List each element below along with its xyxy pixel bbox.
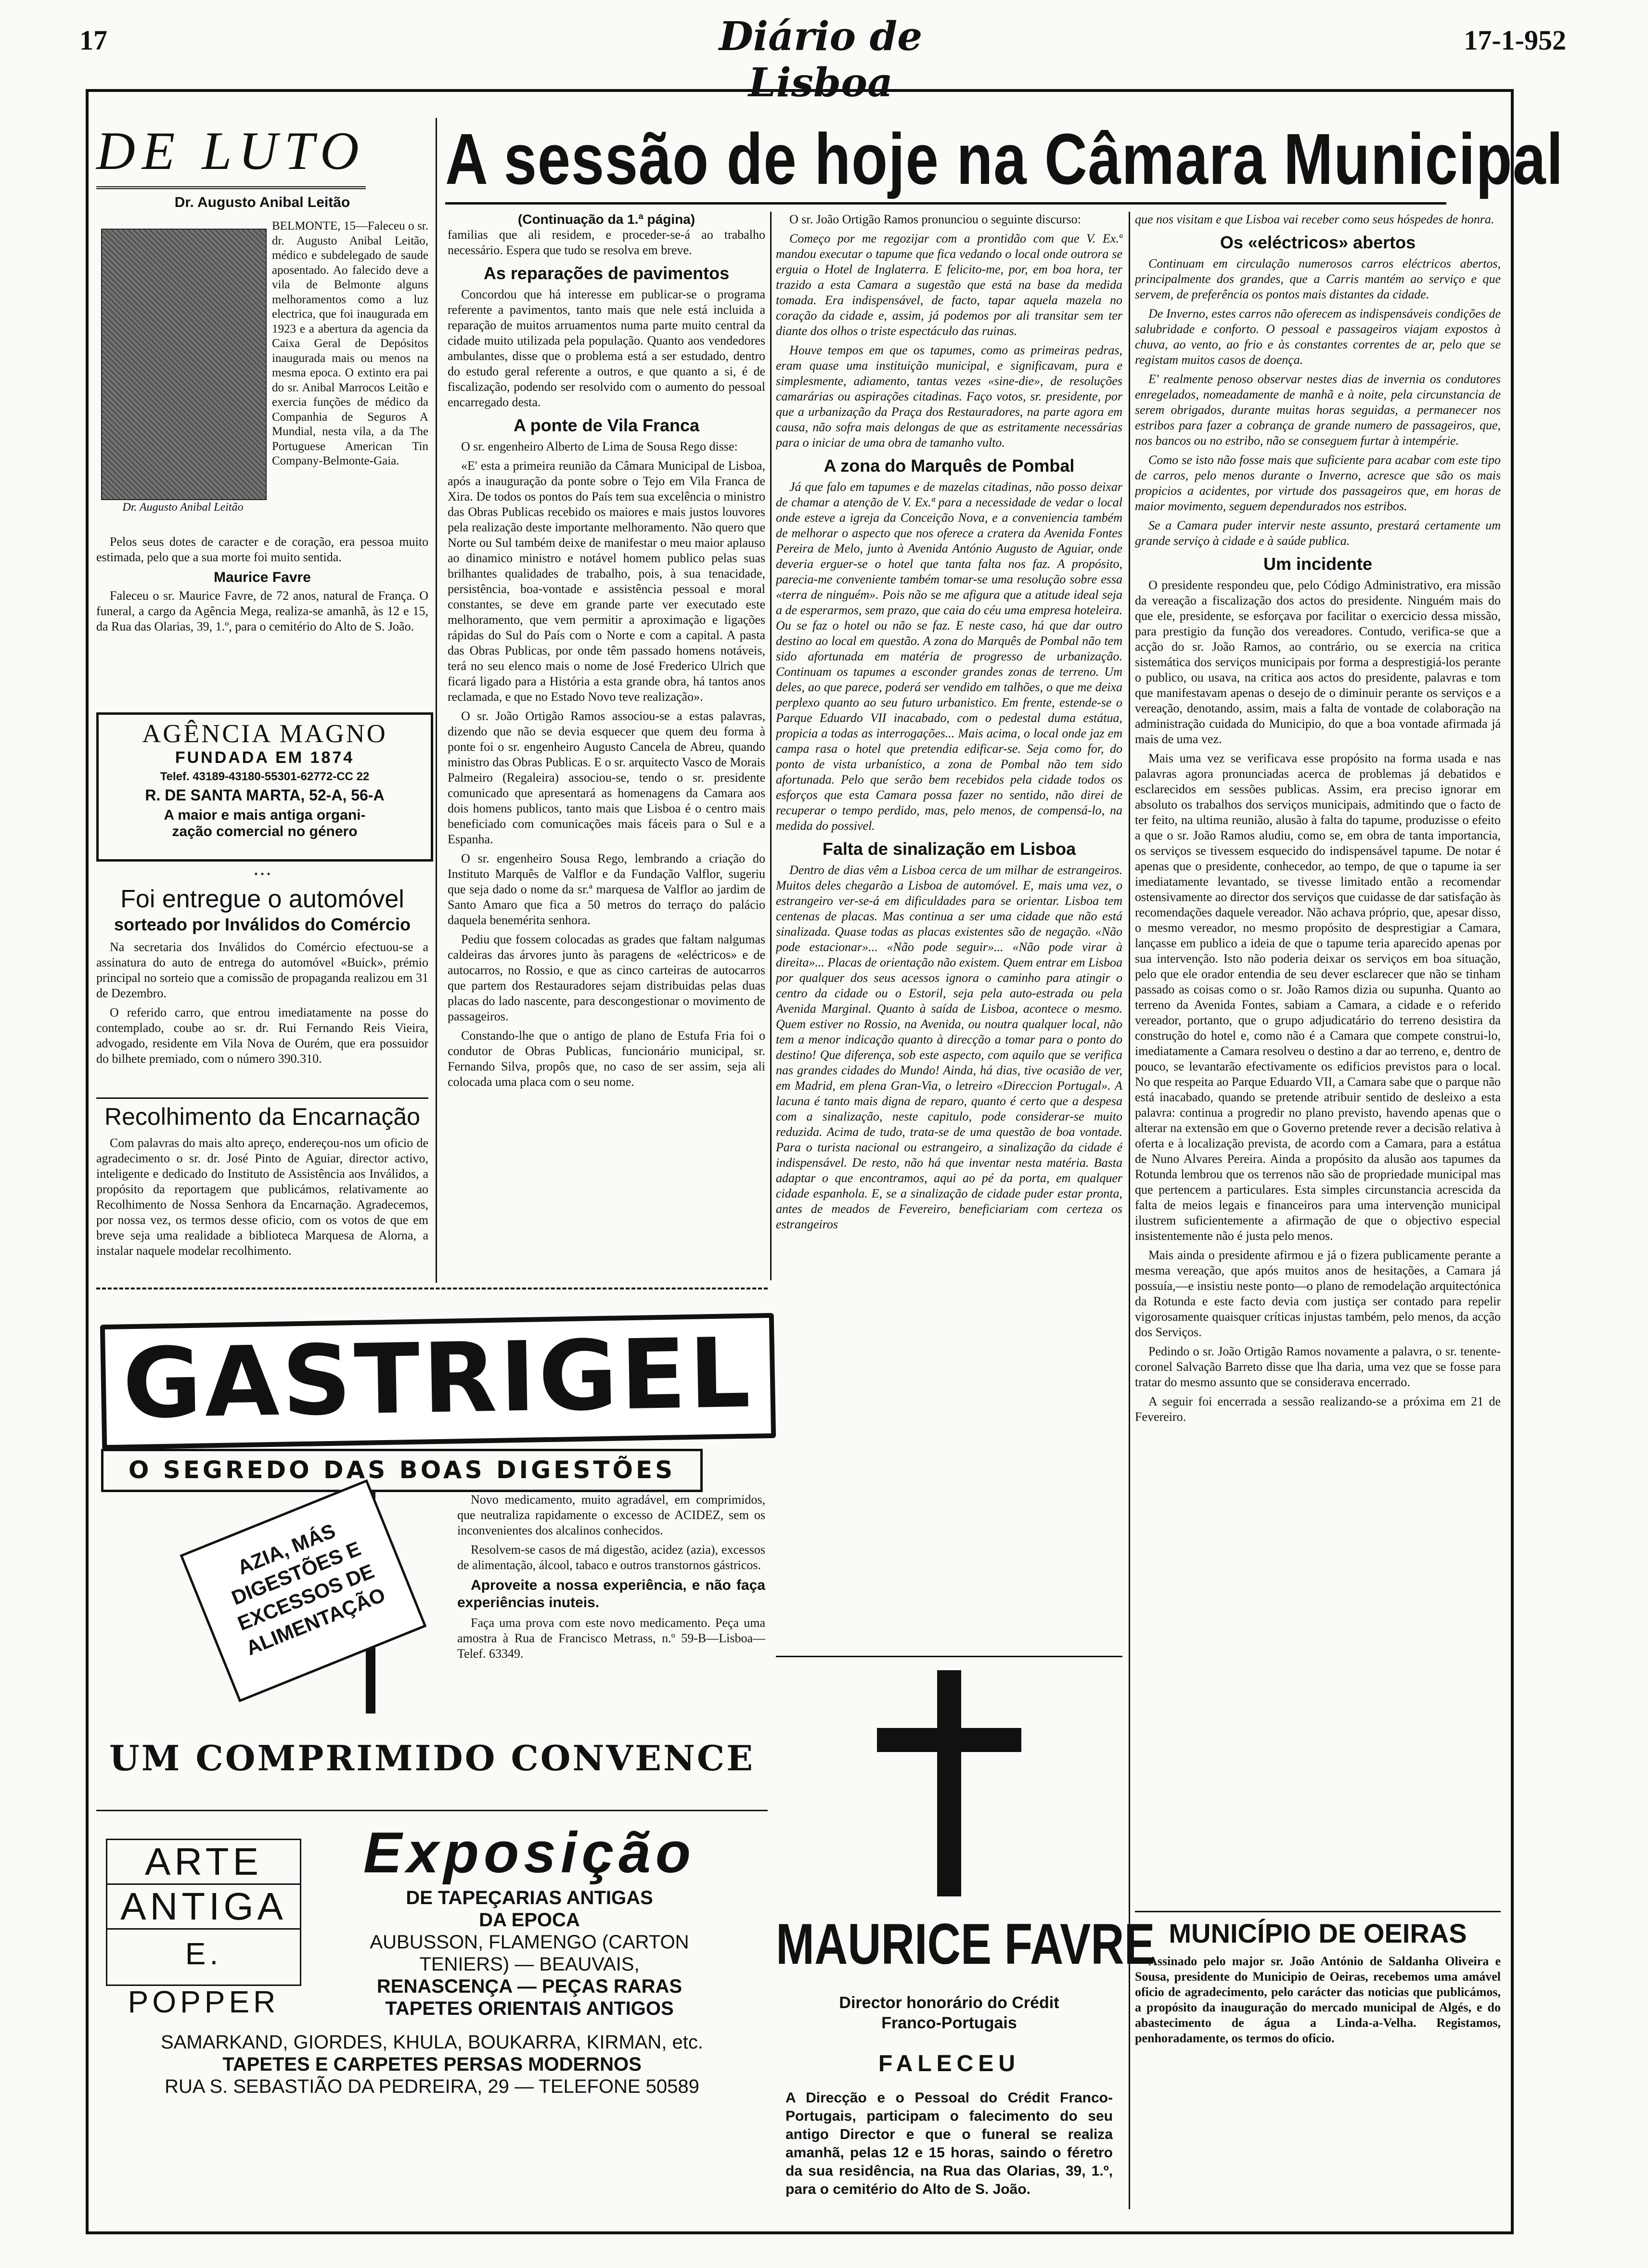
deluto-paragraph-b: Pelos seus dotes de caracter e de coração, era pessoa muito estimada, pelo que a sua morte foi muito sentida. [96,535,428,564]
encarnacao-article [96,1097,428,1263]
agencia-magno-ad [96,712,433,862]
ad-separator [96,1810,768,1811]
deluto-title: DE LUTO [96,120,366,189]
obituary-name: MAURICE FAVRE [776,1912,1155,1976]
camara-column-2 [776,212,1122,1651]
portrait-caption: Dr. Augusto Anibal Leitão [122,501,244,514]
gastrigel-footer: UM COMPRIMIDO CONVENCE [109,1738,755,1778]
camara-paragraph: Se a Camara puder intervir neste assunto, prestará certamente um grande serviço à cidade e à saúde publica. [1135,518,1501,548]
deluto-paragraph-favre: Faleceu o sr. Maurice Favre, de 72 anos, natural de França. O funeral, a cargo da Agência Mega, realiza-se amanhã, às 12 e 15, da Rua das Olarias, 39, 1.º, para o cemitério do Alto de S. João. [96,589,428,633]
column-rule [436,118,437,1283]
main-headline: A sessão de hoje na Câmara Municipal [445,118,1564,199]
subhead-incidente: Um incidente [1263,554,1373,574]
automovel-heading: Foi entregue o automóvel [120,885,404,913]
exposicao-line: DA EPOCA [479,1909,580,1931]
logo-line: E. POPPER [128,1936,280,2019]
deluto-paragraph: BELMONTE, 15—Faleceu o sr. dr. Augusto Anibal Leitão, médico e subdelegado de saude aposentado. Ao falecido deve a vila de Belmonte alguns melhoramentos como a luz electrica, que foi inaugurada em 1923 e a abertura da agencia da Caixa Geral de Depósitos inaugurada mais ou menos na mesma epoca. O extinto era pai do sr. Anibal Marrocos Leitão e exercia funções de médico da Companhia de Seguros A Mundial, nesta vila, a da The Portuguese American Tin Company-Belmonte-Gaia. [272,219,428,467]
automovel-article: ✦ ✦ ✦ Foi entregue o automóvel sorteado por Inválidos do Comércio Na secretaria dos Inválidos do Comércio efectuou-se a assinatura do auto de entrega do automóvel «Buick», prémio principal no sorteio que a comissão de propaganda realizou em 31 de Dezembro. O referido carro, que entrou imediatamente na posse do contemplado, coube ao sr. dr. Rui Fernando Reis Vieira, advogado, residente em Vila Nova de Ourém, que era possuidor do bilhete premiado, com o número 390.310. [96,871,428,1066]
headline-rule [445,202,1446,205]
camara-paragraph: Constando-lhe que o antigo de plano de Estufa Fria foi o condutor de Obras Publicas, funcionário municipal, sr. Fernando Silva, propôs que, no caso de ser assim, seja ali colocada uma placa com o seu nome. [448,1029,765,1089]
portrait-photo [101,229,267,500]
camara-paragraph: Já que falo em tapumes e de mazelas citadinas, não posso deixar de chamar a atenção de V. Ex.ª para a necessidade de vedar o local onde esteve a igreja da Conceição Nova, e a conveniencia também de melhorar o aspecto que nos oferece a cratera da Avenida Fontes Pereira de Melo, junto à Avenida António Augusto de Aguiar, onde deveria erguer-se o hotel que tanta falta nos faz. A propósito, parecia-me conveniente também tomar-se uma resolução sobre essa «terra de ninguém». Pois não se me afigura que a atitude ideal seja a de esperarmos, sem prazo, que caia do céu uma empresa hoteleira. Ou se faz o hotel ou não se faz. E neste caso, há que dar outro destino ao local em questão. A zona do Marquês de Pombal não tem sido afortunada em matéria de progresso de urbanização. Continuam os tapumes a esconder grandes zonas de terreno. Um deles, ao que parece, poderá ser vendido em talhões, o que me deixa perplexo quanto ao seu futuro urbanistico. Em frente, estende-se o Parque Eduardo VII inacabado, com o pedestal duma estátua, propicia a todas as interrogações... Mais acima, o local onde jaz em campa rasa o hotel que pretendia edificar-se. Seja como for, do ponto de vista urbanístico, a zona de Pombal não tem sido afortunada. Pelo que serão bem recebidos pela cidade todos os esforços que esta Camara possa fazer no sentido, não direi de recuperar o tempo perdido, mas, pelo menos, de compensá-lo, na medida do possivel. [776,480,1122,833]
automovel-subheading: sorteado por Inválidos do Comércio [114,915,411,934]
obituary-role-line: Franco-Portugais [881,2014,1017,2032]
obituary-faleceu: FALECEU [878,2051,1020,2076]
agencia-tagline-1: A maior e mais antiga organi- [164,807,366,823]
camara-paragraph: Mais ainda o presidente afirmou e já o fizera publicamente perante a mesma vereação, que após muitos anos de hesitações, a Camara já possuía,—e insistiu neste ponto—o plano de remodelação arquitectónica da Rotunda e este facto devia com justiça ser contado para repelir vigorosamente quaisquer críticas injustas também, pelo menos, da acção dos Serviços. [1135,1248,1501,1339]
camara-paragraph: Pediu que fossem colocadas as grades que faltam nalgumas caldeiras das árvores junto às paragens de «eléctricos» e de autocarros, no Rossio, e que as cinco carteiras de autocarros que partem dos Restauradores sejam distribuidas pelas duas placas do lado nascente, para descongestionar o movimento de passageiros. [448,932,765,1023]
oeiras-rule [1135,1911,1501,1912]
exposicao-line: TAPETES ORIENTAIS ANTIGOS [385,1998,674,2019]
subhead-pavimentos: As reparações de pavimentos [483,263,730,283]
exposicao-line: RUA S. SEBASTIÃO DA PEDREIRA, 29 — TELEFONE 50589 [165,2076,699,2097]
camara-paragraph: E' realmente penoso observar nestes dias de invernia os condutores enregelados, nomeadamente de manhã e à noite, pela circunstancia de serem obrigados, durante muitas horas seguidas, a permanecer nos estribos para fazer a cobrança de grande numero de passageiros, que, nos bancos ou no estribo, não se conseguem furtar à intempérie. [1135,372,1501,448]
gastrigel-paragraph: Faça uma prova com este novo medicamento. Peça uma amostra à Rua de Francisco Metrass, n.º 59-B—Lisboa—Telef. 63349. [457,1616,765,1661]
camara-paragraph: Houve tempos em que os tapumes, como as primeiras pedras, eram quase uma instituição municipal, e significavam, pura e simplesmente, adiamento, tantas vezes «sine-die», de resoluções camarárias ou aspirações citadinas. Faço votos, sr. presidente, por que a urbanização da Praça dos Restauradores, na parte agora em causa, não sofra mais delongas de que as estritamente necessárias para o iniciar de uma obra de tamanho vulto. [776,343,1122,450]
oeiras-paragraph: Assinado pelo major sr. João António de Saldanha Oliveira e Sousa, presidente do Municipio de Oeiras, recebemos uma amável oficio de agradecimento, pelo carácter das noticias que publicámos, a propósito da inauguração do mercado municipal de Algés, e do abastecimento de água a Linda-a-Velha. Registamos, penhoradamente, os termos do oficio. [1135,1954,1501,2045]
gastrigel-brand: GASTRIGEL [121,1317,754,1441]
gastrigel-paragraph: Aproveite a nossa experiência, e não faça experiências inuteis. [457,1577,765,1611]
column-rule [770,212,772,1280]
deluto-heading-leitao: Dr. Augusto Anibal Leitão [174,194,350,210]
agencia-founded: FUNDADA EM 1874 [175,748,355,767]
camara-paragraph: Continuam em circulação numerosos carros eléctricos abertos, principalmente dos grandes, que a Carris mantém ao serviço e que servem, de preferência os pontos mais distantes da cidade. [1135,257,1501,301]
automovel-paragraph: O referido carro, que entrou imediatamente na posse do contemplado, coube ao sr. dr. Rui Fernando Reis Vieira, advogado, residente em Vila Nova de Ourém, que era possuidor do bilhete premiado, com o número 390.310. [96,1005,428,1066]
arte-antiga-ad [96,1819,768,2097]
gastrigel-small-sign: AZIA, MÁS DIGESTÕES E EXCESSOS DE ALIMENTAÇÃO [180,1479,426,1702]
camara-paragraph: que nos visitam e que Lisboa vai receber como seus hóspedes de honra. [1135,212,1494,226]
agencia-tagline-2: zação comercial no género [172,824,358,839]
camara-paragraph: Como se isto não fosse mais que suficiente para acabar com este tipo de carros, pelo menos durante o Inverno, acresce que são os mais propicios a acidentes, por virtude dos passageiros que, em horas de maior movimento, seguem dependurados nos estribos. [1135,453,1501,513]
obituary-role [776,1993,1122,2033]
logo-line: ARTE [107,1840,300,1885]
cross-icon [937,1670,961,1896]
obituary-rule [776,1656,1122,1657]
subhead-electricos: Os «eléctricos» abertos [1220,232,1416,252]
gastrigel-copy [457,1492,765,1665]
encarnacao-heading: Recolhimento da Encarnação [104,1103,420,1130]
deluto-section [96,195,428,214]
subhead-marques-pombal: A zona do Marquês de Pombal [824,456,1075,476]
camara-column-1 [448,212,765,1280]
camara-paragraph: O sr. engenheiro Sousa Rego, lembrando a criação do Instituto Marquês de Valflor e da Fundação Valflor, sugeriu que seja dado o nome da sr.ª marquesa de Valflor ao jardim de Santo Amaro que fica a 50 metros do terraço do palácio daquela benemérita senhora. [448,851,765,927]
gastrigel-tagline: O SEGREDO DAS BOAS DIGESTÕES [101,1449,703,1492]
continuation-note: (Continuação da 1.ª página) [517,212,695,227]
camara-paragraph: O sr. João Ortigão Ramos pronunciou o seguinte discurso: [789,212,1081,226]
column-rule [1129,212,1130,2209]
exposicao-line: TENIERS) — BEAUVAIS, [419,1954,640,1975]
issue-date: 17-1-952 [1464,25,1566,56]
exposicao-title: Exposição [363,1820,696,1885]
camara-paragraph: familias que ali residem, e proceder-se-á ao trabalho necessário. Espera que tudo se resolva em breve. [448,228,765,257]
deluto-text-a [272,219,428,546]
camara-paragraph: Dentro de dias vêm a Lisboa cerca de um milhar de estrangeiros. Muitos deles chegarão a Lisboa de automóvel. E, mais uma vez, o estrangeiro ver-se-á em dificuldades para se orientar. Lisboa tem centenas de placas. Mas continua a ser uma cidade que não está sinalizada. Quase todas as placas existentes são de negação. «Não pode estacionar»... «Não pode seguir»... «Não pode virar à direita»... Placas de orientação não existem. Quem entrar em Lisboa por qualquer dos seus acessos ignora o caminho para atingir o centro da cidade ou o Estoril, seja pela auto-estrada ou pela Avenida Marginal. Quanto à saída de Lisboa, acontece o mesmo. Quem estiver no Rossio, na Avenida, ou noutra qualquer local, não tem a menor indicação quanto à direcção a tomar para o ponto do destino! Que diferença, sob este aspecto, com aquilo que se verifica nas grandes cidades do Mundo! Ainda, há dias, tive ocasião de ver, em Madrid, em plena Gran-Via, o letreiro «Direccion Portugal». A lacuna é tanto mais digna de reparo, quanto é certo que a despesa com a sinalização, neste capitulo, pode considerar-se muito reduzida. Acima de tudo, trata-se de uma questão de boa vontade. Para o turista nacional ou estrangeiro, a sinalização da cidade é indispensável. De resto, não há que inventar nesta matéria. Basta adaptar o que encontramos, aqui ao pé da porta, em qualquer cidade espanhola. E, se a sinalização de cidade puder estar pronta, antes de meados de Fevereiro, beneficiariam com certeza os estrangeiros [776,863,1122,1231]
gastrigel-paragraph: Novo medicamento, muito agradável, em comprimidos, que neutraliza rapidamente o excesso de ACIDEZ, sem os inconvenientes dos alcalinos conhecidos. [457,1493,765,1537]
masthead: Diário de Lisboa [719,13,923,106]
camara-paragraph: Pedindo o sr. João Ortigão Ramos novamente a palavra, o sr. tenente-coronel Salvação Barreto disse que lha daria, uma vez que se fosse para tratar do mesmo assunto que se considerava encerrado. [1135,1344,1501,1389]
exposicao-line: TAPETES E CARPETES PERSAS MODERNOS [222,2054,642,2075]
page-number: 17 [79,25,107,56]
gastrigel-ad [96,1300,768,1810]
obituary-notice [776,1665,1155,2214]
gastrigel-sign-board [100,1313,776,1450]
gastrigel-paragraph: Resolvem-se casos de má digestão, acidez (azia), excessos de alimentação, álcool, tabaco e outros transtornos gástricos. [457,1543,765,1572]
agencia-name: AGÊNCIA MAGNO [142,719,387,748]
obituary-role-line: Director honorário do Crédit [839,1994,1059,2012]
exposicao-line: DE TAPEÇARIAS ANTIGAS [406,1887,653,1908]
camara-paragraph: A seguir foi encerrada a sessão realizando-se a próxima em 21 de Fevereiro. [1135,1394,1501,1424]
exposicao-lines [313,1887,746,2020]
exposicao-line: AUBUSSON, FLAMENGO (CARTON [370,1932,689,1953]
logo-line: ANTIGA [107,1885,300,1930]
subhead-ponte: A ponte de Vila Franca [513,415,700,435]
oeiras-article [1135,1918,1501,2050]
oeiras-heading: MUNICÍPIO DE OEIRAS [1169,1918,1467,1948]
automovel-paragraph: Na secretaria dos Inválidos do Comércio efectuou-se a assinatura do auto de entrega do automóvel «Buick», prémio principal no sorteio que a comissão de propaganda realizou em 31 de Dezembro. [96,940,428,1000]
deluto-heading-favre: Maurice Favre [214,569,311,585]
encarnacao-paragraph: Com palavras do mais alto apreço, endereçou-nos um oficio de agradecimento o sr. dr. José Pinto de Aguiar, director activo, inteligente e dedicado do Instituto de Assistência aos Inválidos, a propósito da reportagem que publicámos, relativamente ao Recolhimento de Nossa Senhora da Encarnação. Agradecemos, por nossa vez, os termos desse oficio, com os votos de que em breve seja uma realidade a biblioteca Marquesa de Alorna, a instalar naquele modelar recolhimento. [96,1136,428,1258]
subhead-sinalizacao: Falta de sinalização em Lisboa [822,839,1076,859]
camara-column-3 [1135,212,1501,1906]
camara-paragraph: O sr. João Ortigão Ramos associou-se a estas palavras, dizendo que não se devia esquecer que quem deu forma à ponte foi o sr. engenheiro Augusto Cancela de Abreu, quando ministro das Obras Publicas. E o sr. arquitecto Vasco de Morais Palmeiro (Regaleira) associou-se, tendo o sr. presidente comunicado que apresentará as homenagens da Camara aos dois homens publicos, tanto mais que Lisboa é o centro mais beneficiado com comunicações mais fáceis para o Sul e a Espanha. [448,709,765,846]
ad-separator [96,1288,768,1289]
exposicao-line: RENASCENÇA — PEÇAS RARAS [376,1976,682,1997]
exposicao-line: SAMARKAND, GIORDES, KHULA, BOUKARRA, KIRMAN, etc. [161,2032,703,2053]
obituary-text: A Direcção e o Pessoal do Crédit Franco-Portugais, participam o falecimento do seu antigo Director e que o funeral se realiza amanhã, pelas 12 e 15 horas, saindo o féretro da sua residência, na Rua das Olarias, 39, 1.º, para o cemitério do Alto de S. João. [785,2090,1113,2197]
camara-paragraph: O presidente respondeu que, pelo Código Administrativo, era missão da vereação a fiscalização dos actos do presidente. Ninguém mais do que ele, presidente, se esforçava por facilitar o exercicio dessa missão, para prestigio da função dos vereadores. Contudo, verifica-se que a acção do sr. João Ramos, ao contrário, ou se exercia na critica sistemática dos serviços municipais por forma a desprestigiá-los perante o publico, ou usava, na critica aos actos do presidente, palavras e tom que manifestavam apenas o desejo de o diminuir perante os serviços e a vereação, denotando, assim, mais a falta de vontade de colaboração na administração cuidada do Municipio, do que a boa vontade afirmada já mais de uma vez. [1135,578,1501,746]
camara-paragraph: Concordou que há interesse em publicar-se o programa referente a pavimentos, tanto mais que nele está incluida a reparação de muitos arruamentos numa parte muito central da cidade muito utilizada pela população. Quanto aos vendedores ambulantes, disse que o problema está a ser estudado, dentro do estudo geral referente a outros, e que quanto a si, é de fiscalização, podendo ser resolvido com o aumento do pessoal encarregado desta. [448,287,765,409]
camara-paragraph: Mais uma vez se verificava esse propósito na forma usada e nas palavras agora pronunciadas acerca de problemas já debatidos e esclarecidos em sessões publicas. Assim, era preciso ignorar em absoluto os trabalhos dos serviços municipais, admitindo que o facto de ter feito, na ultima reunião, alusão à falta do tapume, produzisse o efeito a que o sr. João Ramos aludiu, como se, em obra de tanta importancia, os serviços se tivessem esquecido do indispensável tapume. De notar é apenas que o presidente, conhecedor, ao tempo, de que o tapume ia ser imediatamente levantado, se tivesse limitado então a recomendar ostensivamente ao director dos serviços que cuidasse de dar satisfação às recomendações daquele vereador. Não achava próprio, que, apesar disso, o mesmo vereador, no mesmo propósito de desprestigiar a Camara, lançasse em publico a ideia de que o tapume teria aparecido apenas por sua intervenção. Isto não poderia deixar os serviços em boa situação, pelo que ele orador entendia de seu dever esclarecer que não se tinham passado as coisas como o sr. João Ramos dizia ou supunha. Quanto ao terreno da Avenida Fontes, sabiam a Camara, a cidade e o referido vereador, portanto, que o grupo adjudicatário do terreno desistira da construção do hotel e, como não é a Camara que compete construi-lo, imediatamente a Camara resolveu o destino a dar ao terreno, e, dentro de pouco, se levantarão efectivamente os edificios previstos para o local. No que respeita ao Parque Eduardo VII, a Camara sabe que o parque não está inacabado, quando se pretende atribuir sentido de desleixo a esta palavra: continua a progredir no plano previsto, havendo apenas que o alterar na extensão em que o Governo pretende rever a decisão relativa à oferta e à localização prevista, de acordo com a Camara, para a estátua de Nuno Alvares Pereira. Ainda a propósito da alusão aos tapumes da Rotunda lembrou que os terrenos não são de propriedade municipal mas que pertencem a particulares. Esta simples circunstancia acrescida da falta de meios legais e financeiros para uma intervenção municipal ilustrem suficientemente a afirmação de que o objectivo especial insistentemente não é justa pelo menos. [1135,751,1501,1243]
agencia-address: R. DE SANTA MARTA, 52-A, 56-A [145,786,385,804]
deluto-text-b [96,534,428,638]
cross-icon-bar [877,1728,1021,1752]
camara-paragraph: Começo por me regozijar com a prontidão com que V. Ex.ª mandou executar o tapume que fica vedando o local onde outrora se erguia o Hotel de Inglaterra. E felicito-me, por, em boa hora, ter trazido a esta Camara a sugestão que está na base da medida tomada. Era indispensável, de facto, tapar aquela mazela no coração da cidade e, assim, já podemos por ali transitar sem ter diante dos olhos o triste espectáculo das ruinas. [776,232,1122,338]
camara-paragraph: O sr. engenheiro Alberto de Lima de Sousa Rego disse: [461,439,738,453]
camara-paragraph: «E' esta a primeira reunião da Câmara Municipal de Lisboa, após a inauguração da ponte sobre o Tejo em Vila Franca de Xira. De todos os pontos do País tem sua excelência o ministro das Obras Publicas recebido os maiores e mais justos louvores pela realização deste importante melhoramento. Não quero que Norte ou Sul também deixe de manifestar o meu maior aplauso ao dinamico ministro e notável homem publico pelas suas brilhantes qualidades de trabalho, pois, à sua tenacidade, persistência, boa-vontade e assistência pessoal e moral constantes, se deve em grande parte ver executado este melhoramento, que vem permitir a aproximação e ligações rápidas do Sul do País com o Norte e com a capital. A pasta das Obras Publicas, por onde têm passado homens notáveis, terá no seu elenco mais o nome de José Frederico Ulrich que ficará ligado para a História a esta grande obra, há tantos anos reclamada, e que no Estado Novo teve realização». [448,459,765,704]
camara-paragraph: De Inverno, estes carros não oferecem as indispensáveis condições de salubridade e conforto. O pessoal e passageiros viajam expostos à chuva, ao vento, ao frio e às constantes correntes de ar, pelo que se registam muitos casos de doença. [1135,307,1501,367]
arte-antiga-logo [106,1839,301,2019]
exposicao-footer [96,2031,768,2098]
agencia-phones: Telef. 43189-43180-55301-62772-CC 22 [160,770,370,783]
